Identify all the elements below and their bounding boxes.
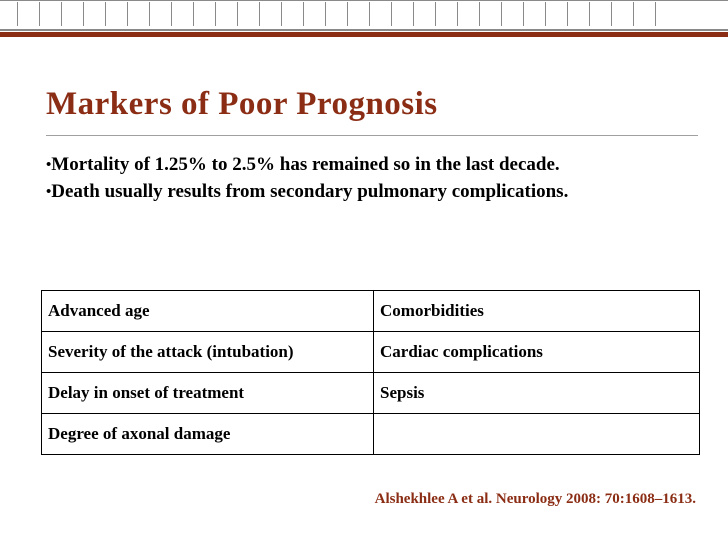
bullet-item: [46, 180, 656, 204]
table-cell: [374, 414, 700, 455]
band-square: [39, 2, 62, 26]
band-square: [523, 2, 546, 26]
band-square: [193, 2, 216, 26]
bullet-marker: •: [46, 184, 52, 200]
band-square: [347, 2, 370, 26]
band-square: [281, 2, 304, 26]
bullet-text: Mortality of 1.25% to 2.5% has remained so in the last decade.: [51, 154, 560, 175]
table-cell: Advanced age: [42, 291, 374, 332]
band-square: [413, 2, 436, 26]
band-square: [501, 2, 524, 26]
bullet-marker: •: [46, 157, 52, 173]
band-square: [303, 2, 326, 26]
band-square: [589, 2, 612, 26]
band-square: [457, 2, 480, 26]
band-square: [259, 2, 282, 26]
band-square: [633, 2, 656, 26]
table-row: [42, 332, 700, 373]
band-accent-stripe: [0, 32, 728, 37]
band-square: [567, 2, 590, 26]
table-row: [42, 373, 700, 414]
top-decorative-band: [0, 0, 728, 34]
table-cell: Comorbidities: [374, 291, 700, 332]
bullet-text: Death usually results from secondary pulmonary complications.: [51, 181, 569, 202]
band-square: [611, 2, 634, 26]
band-middle-line: [0, 29, 728, 31]
bullet-list: [46, 153, 656, 207]
band-square: [105, 2, 128, 26]
table-row: [42, 414, 700, 455]
band-square: [17, 2, 40, 26]
table-cell: Severity of the attack (intubation): [42, 332, 374, 373]
band-square: [127, 2, 150, 26]
title-divider: [46, 135, 698, 136]
band-square: [215, 2, 238, 26]
table-cell: Degree of axonal damage: [42, 414, 374, 455]
slide-title: Markers of Poor Prognosis: [46, 86, 438, 122]
table-cell: Sepsis: [374, 373, 700, 414]
band-square: [171, 2, 194, 26]
table-cell: Delay in onset of treatment: [42, 373, 374, 414]
band-square: [545, 2, 568, 26]
table-row: [42, 291, 700, 332]
band-square: [369, 2, 392, 26]
band-square: [435, 2, 458, 26]
bullet-item: [46, 153, 656, 177]
band-square: [237, 2, 260, 26]
band-square: [149, 2, 172, 26]
band-square: [479, 2, 502, 26]
prognosis-markers-table: [41, 290, 700, 455]
citation: Alshekhlee A et al. Neurology 2008: 70:1608–1613.: [374, 491, 696, 507]
band-square: [325, 2, 348, 26]
band-top-line: [0, 0, 728, 1]
band-square: [391, 2, 414, 26]
band-square: [61, 2, 84, 26]
band-square: [83, 2, 106, 26]
band-squares: [17, 2, 655, 28]
table-cell: Cardiac complications: [374, 332, 700, 373]
